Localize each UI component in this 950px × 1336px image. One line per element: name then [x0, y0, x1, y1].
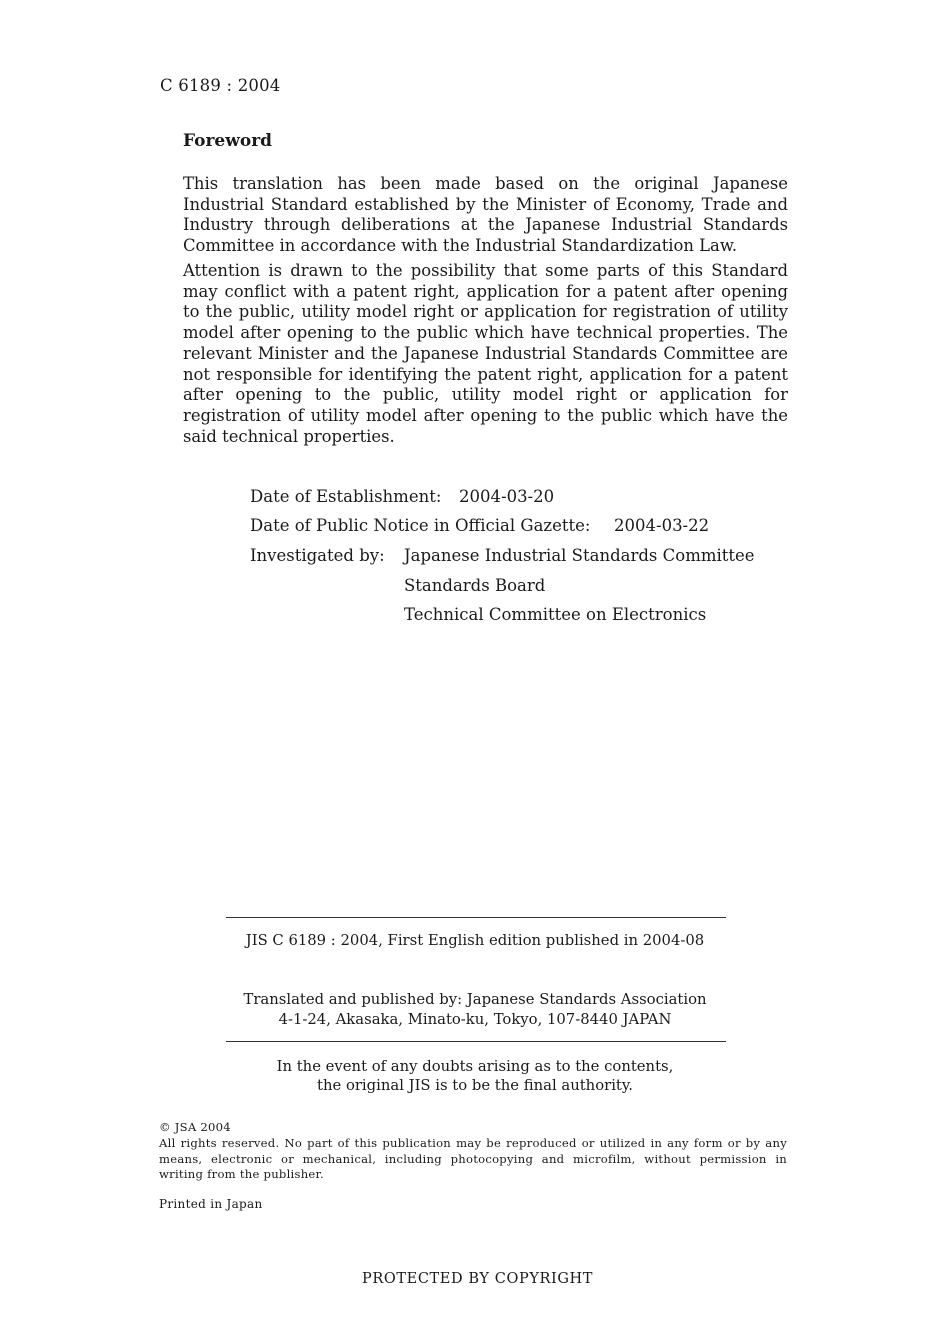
- document-id: C 6189 : 2004: [160, 76, 281, 95]
- establishment-label: Date of Establishment:: [250, 487, 442, 506]
- publisher-address: 4-1-24, Akasaka, Minato-ku, Tokyo, 107-8440 JAPAN: [278, 1011, 672, 1028]
- foreword-paragraph-2: Attention is drawn to the possibility that some parts of this Standard may conflict with a patent right, application for a patent after opening to the public, utility model right or application for registration of utility model after opening to the public which have technical properties. The relevant Minister and the Japanese Industrial Standards Committee are not responsible for identifying the patent right, application for a patent after opening to the public, utility model right or application for registration of utility model after opening to the public which have the said technical properties.: [183, 261, 788, 446]
- public-notice-label: Date of Public Notice in Official Gazette:: [250, 516, 591, 535]
- edition-line: JIS C 6189 : 2004, First English edition published in 2004-08: [245, 932, 705, 949]
- copyright-mark: © JSA 2004: [159, 1120, 231, 1134]
- authority-notice-line-2: the original JIS is to be the final authority.: [317, 1077, 633, 1094]
- public-notice-date: 2004-03-22: [614, 516, 710, 535]
- authority-notice-line-1: In the event of any doubts arising as to the contents,: [276, 1058, 674, 1075]
- printed-in: Printed in Japan: [159, 1197, 263, 1211]
- investigated-by-line: Japanese Industrial Standards Committee: [404, 546, 755, 565]
- divider-top: [226, 917, 726, 918]
- foreword-paragraph-1: This translation has been made based on the original Japanese Industrial Standard established by the Minister of Economy, Trade and Industry through deliberations at the Japanese Industrial Standards Committee in accordance with the Industrial Standardization Law.: [183, 174, 788, 256]
- protected-by-copyright: PROTECTED BY COPYRIGHT: [362, 1271, 594, 1287]
- foreword-heading: Foreword: [183, 131, 273, 151]
- publisher-line: Translated and published by: Japanese Standards Association: [243, 991, 707, 1008]
- investigated-by-line: Technical Committee on Electronics: [404, 605, 707, 624]
- establishment-date: 2004-03-20: [459, 487, 555, 506]
- divider-bottom: [226, 1041, 726, 1042]
- investigated-by-label: Investigated by:: [250, 546, 385, 565]
- investigated-by-line: Standards Board: [404, 576, 546, 595]
- rights-notice: All rights reserved. No part of this publication may be reproduced or utilized in any form or by any means, electronic or mechanical, including photocopying and microfilm, without permission in writing from the publisher.: [159, 1136, 787, 1181]
